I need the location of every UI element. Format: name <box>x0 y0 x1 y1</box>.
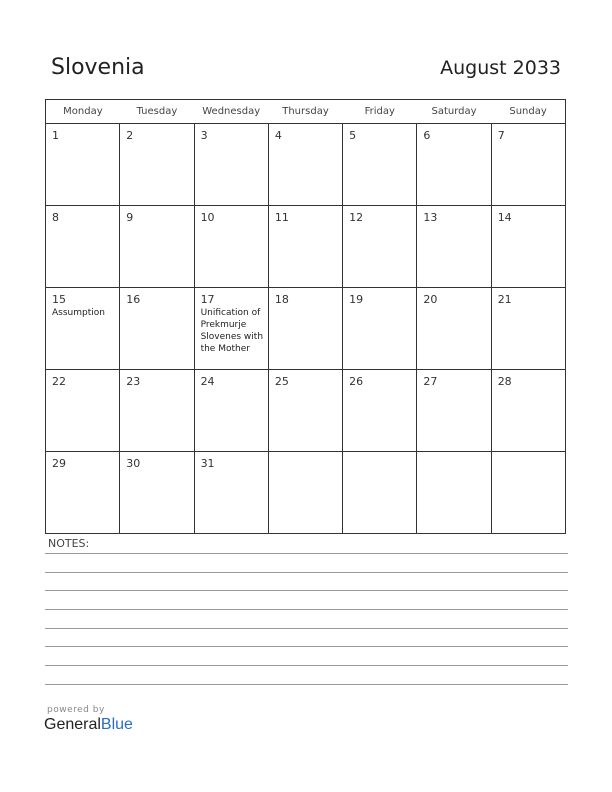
day-cell <box>120 288 194 370</box>
day-number: 24 <box>200 375 215 388</box>
day-number: 25 <box>274 375 289 388</box>
day-number: 1 <box>52 129 59 142</box>
week-row <box>46 288 566 370</box>
day-number: 22 <box>52 375 66 388</box>
day-cell <box>491 206 565 288</box>
weekday-monday: Monday <box>46 100 120 124</box>
day-cell <box>268 124 342 206</box>
day-number: 13 <box>423 211 438 224</box>
day-number: 17 <box>200 293 215 306</box>
day-number: 26 <box>349 375 364 388</box>
day-cell <box>46 206 120 288</box>
day-number: 3 <box>200 129 208 142</box>
day-number: 27 <box>423 375 438 388</box>
note-line <box>45 628 568 629</box>
day-cell <box>120 206 194 288</box>
day-cell <box>46 288 120 370</box>
day-number: 28 <box>497 375 512 388</box>
day-number: 31 <box>200 457 215 470</box>
day-cell <box>268 288 342 370</box>
day-cell <box>268 370 342 452</box>
day-cell <box>417 370 491 452</box>
day-cell <box>268 452 342 534</box>
day-cell <box>46 124 120 206</box>
day-cell <box>417 124 491 206</box>
weekday-thursday: Thursday <box>268 100 342 124</box>
note-line <box>45 590 568 591</box>
day-cell <box>491 124 565 206</box>
day-number: 19 <box>349 293 364 306</box>
calendar-grid <box>45 99 566 534</box>
logo-general-text: General <box>44 716 101 733</box>
day-number: 18 <box>274 293 289 306</box>
note-line <box>45 684 568 685</box>
day-cell <box>46 452 120 534</box>
day-number: 8 <box>52 211 59 224</box>
weekday-tuesday: Tuesday <box>120 100 194 124</box>
week-row <box>46 452 566 534</box>
powered-by-text: powered by <box>47 705 105 715</box>
day-number: 14 <box>497 211 512 224</box>
day-number: 2 <box>126 129 134 142</box>
note-line <box>45 553 568 554</box>
note-line <box>45 665 568 666</box>
day-cell <box>491 288 565 370</box>
day-cell <box>194 206 268 288</box>
day-number: 9 <box>126 211 134 224</box>
day-cell <box>491 370 565 452</box>
day-cell <box>194 370 268 452</box>
day-cell <box>120 452 194 534</box>
day-number: 20 <box>423 293 438 306</box>
day-cell <box>194 452 268 534</box>
day-cell <box>194 124 268 206</box>
day-cell <box>120 370 194 452</box>
week-row <box>46 124 566 206</box>
day-number: 21 <box>497 293 512 306</box>
week-row <box>46 206 566 288</box>
day-number: 16 <box>126 293 141 306</box>
weekday-sunday: Sunday <box>491 100 565 124</box>
day-cell <box>343 206 417 288</box>
note-line <box>45 646 568 647</box>
note-line <box>45 609 568 610</box>
day-cell <box>194 288 268 370</box>
day-number: 23 <box>126 375 141 388</box>
day-number: 12 <box>349 211 364 224</box>
holiday-label: Unification of Prekmurje Slovenes with the Mother <box>200 308 264 354</box>
day-cell <box>417 452 491 534</box>
day-cell <box>417 206 491 288</box>
day-cell <box>343 288 417 370</box>
notes-label: NOTES: <box>48 537 90 550</box>
day-number: 15 <box>52 293 66 306</box>
day-number: 5 <box>349 129 357 142</box>
weekday-wednesday: Wednesday <box>194 100 268 124</box>
day-cell <box>491 452 565 534</box>
day-cell <box>46 370 120 452</box>
day-number: 11 <box>274 211 289 224</box>
day-cell <box>343 370 417 452</box>
day-cell <box>343 452 417 534</box>
day-cell <box>343 124 417 206</box>
day-number: 29 <box>52 457 66 470</box>
day-number: 7 <box>497 129 505 142</box>
logo-blue-text: Blue <box>100 716 133 733</box>
weekday-saturday: Saturday <box>417 100 491 124</box>
weekday-friday: Friday <box>343 100 417 124</box>
day-number: 4 <box>274 129 282 142</box>
month-title: August 2033 <box>440 57 561 79</box>
day-cell <box>268 206 342 288</box>
day-number: 30 <box>126 457 141 470</box>
day-cell <box>120 124 194 206</box>
country-title: Slovenia <box>51 55 145 80</box>
generalblue-logo <box>44 716 133 734</box>
day-number: 10 <box>200 211 215 224</box>
week-row <box>46 370 566 452</box>
day-number: 6 <box>423 129 431 142</box>
day-cell <box>417 288 491 370</box>
note-line <box>45 572 568 573</box>
weekday-header-row <box>46 100 566 124</box>
holiday-label: Assumption <box>52 308 105 318</box>
